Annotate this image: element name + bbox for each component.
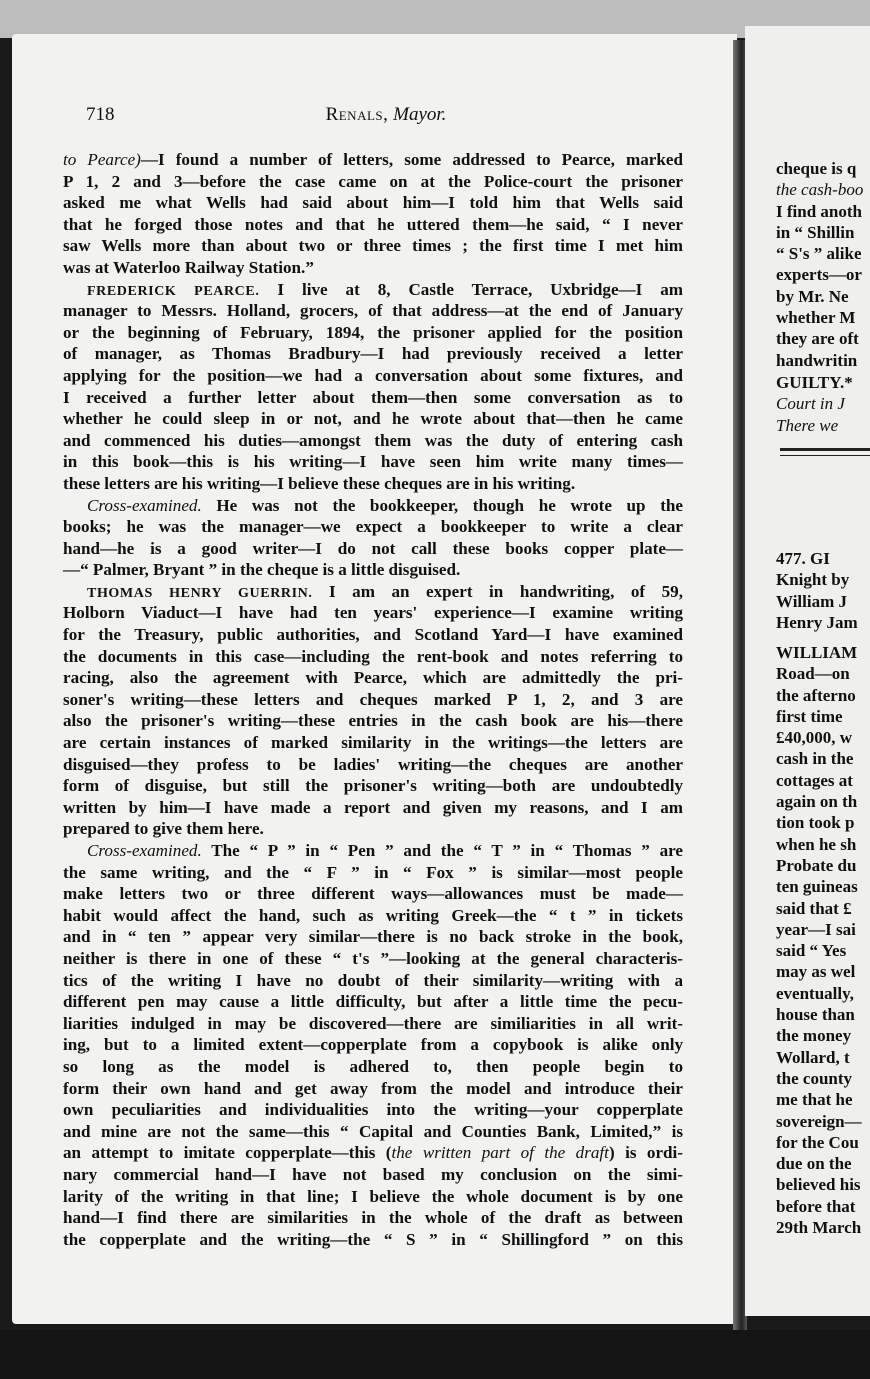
right-text-line: Probate du	[776, 855, 857, 875]
right-text-line: they are oft	[776, 329, 859, 349]
text-line: soner's writing—these letters and cheques marked P 1, 2, and 3 are	[63, 689, 683, 709]
text-line: prepared to give them here.	[63, 819, 264, 839]
text-line: and mine are not the same—this “ Capital and Counties Bank, Limited,” is	[63, 1121, 683, 1141]
right-text-line: again on th	[776, 792, 858, 812]
right-column-block-2	[776, 548, 870, 633]
text-line: make letters two or three different ways—allowances must be made—	[63, 884, 683, 904]
right-text-line: £40,000, w	[776, 728, 853, 748]
right-text-line: year—I sai	[776, 919, 856, 939]
text-line: hand—he is a good writer—I do not call these books copper plate—	[63, 538, 683, 558]
left-page-body-text	[63, 149, 683, 1250]
right-text-line: cottages at	[776, 770, 853, 790]
there-line: There we	[776, 415, 839, 435]
text-line: disguised—they profess to be ladies' writing—the cheques are another	[63, 754, 683, 774]
text-line: FREDERICK PEARCE. I live at 8, Castle Terrace, Uxbridge—I am	[87, 279, 684, 299]
right-text-line: the cash-boo	[776, 180, 864, 200]
right-text-line: WILLIAM	[776, 643, 858, 662]
right-text-line: ten guineas	[776, 877, 858, 897]
right-text-line: the county	[776, 1068, 853, 1088]
running-head-title: Mayor.	[393, 104, 447, 125]
page-number: 718	[86, 104, 115, 125]
text-line: I received a further letter about them—then some conversation as to	[63, 387, 683, 407]
text-line: —“ Palmer, Bryant ” in the cheque is a little disguised.	[63, 560, 461, 580]
text-line: whether he could sleep in or not, and he wrote about that—then he came	[63, 409, 683, 429]
text-line: the copperplate and the writing—the “ S ” in “ Shillingford ” on this	[63, 1229, 683, 1249]
text-line: Cross-examined. He was not the bookkeeper, though he wrote up the	[87, 495, 683, 515]
right-text-line: “ S's ” alike	[776, 244, 862, 264]
text-line: applying for the position—we had a conversation about some fixtures, and	[63, 365, 683, 385]
right-text-line: believed his	[776, 1175, 861, 1195]
text-line: neither is there in one of these “ t's ”—looking at the general characteris-	[63, 948, 683, 968]
right-text-line: handwritin	[776, 350, 858, 370]
text-line: manager to Messrs. Holland, grocers, of that address—at the end of January	[63, 301, 683, 321]
text-line: form their own hand and get away from the model and introduce their	[63, 1078, 683, 1098]
right-text-line: Wollard, t	[776, 1047, 850, 1067]
text-line: larity of the writing in that line; I believe the whole document is by one	[63, 1186, 683, 1206]
right-text-line: by Mr. Ne	[776, 286, 849, 306]
text-line: of manager, as Thomas Bradbury—I had previously received a letter	[63, 344, 683, 364]
text-line: saw Wells more than about two or three times ; the first time I met him	[63, 236, 683, 256]
right-text-line: experts—or	[776, 265, 862, 285]
right-text-line: Knight by	[776, 570, 850, 590]
right-text-line: Road—on	[776, 664, 850, 684]
text-line: also the prisoner's writing—these entries in the cash book are his—there	[63, 711, 683, 731]
right-text-line: sovereign—	[776, 1111, 862, 1131]
text-line: ing, but to a limited extent—copperplate from a copybook is alike only	[63, 1035, 683, 1055]
text-line: for the Treasury, public authorities, and Scotland Yard—I have examined	[63, 625, 683, 645]
right-text-line: said that £	[776, 898, 852, 918]
running-head-name: Renals,	[325, 104, 389, 125]
right-column-block-3	[776, 642, 870, 1238]
right-text-line: said “ Yes	[776, 941, 847, 961]
text-line: that he forged those notes and that he uttered them—he said, “ I never	[63, 214, 683, 234]
text-line: and commenced his duties—amongst them was the duty of entering cash	[63, 430, 683, 450]
right-text-line: before that	[776, 1196, 856, 1216]
text-line: the documents in this case—including the rent-book and notes referring to	[63, 646, 683, 666]
right-text-line: the afterno	[776, 685, 856, 705]
text-line: racing, also the agreement with Pearce, which are admittedly the pri-	[63, 668, 683, 688]
text-line: was at Waterloo Railway Station.”	[63, 257, 314, 277]
text-line: an attempt to imitate copperplate—this (the written part of the draft) is ordi-	[63, 1143, 683, 1163]
text-line: Holborn Viaduct—I have had ten years' experience—I examine writing	[63, 603, 683, 623]
right-text-line: due on the	[776, 1154, 852, 1174]
text-line: nary commercial hand—I have not based my conclusion on the simi-	[63, 1164, 683, 1184]
right-text-line: cheque is q	[776, 159, 857, 178]
text-line: hand—I find there are similarities in the whole of the draft as between	[63, 1208, 683, 1228]
text-line: these letters are his writing—I believe these cheques are in his writing.	[63, 473, 576, 493]
right-text-line: may as wel	[776, 962, 856, 982]
text-line: and in “ ten ” appear very similar—there is no back stroke in the book,	[63, 927, 683, 947]
text-line: are certain instances of marked similarity in the writings—the letters are	[63, 733, 683, 753]
text-line: P 1, 2 and 3—before the case came on at the Police-court the prisoner	[63, 171, 683, 191]
text-line: tics of the writing I have no doubt of their similarity—writing with a	[63, 970, 683, 990]
text-line: habit would affect the hand, such as writing Greek—the “ t ” in tickets	[63, 905, 683, 925]
text-line: liarities indulged in may be discovered—there are similiarities in all writ-	[63, 1013, 683, 1033]
text-line: in this book—this is his writing—I have seen him write many times—	[63, 452, 683, 472]
right-column-block-1	[776, 158, 870, 371]
right-text-line: in “ Shillin	[776, 222, 855, 242]
running-head	[86, 104, 686, 126]
right-text-line: 29th March	[776, 1218, 862, 1238]
right-text-line: I find anoth	[776, 201, 862, 221]
page-header	[86, 104, 686, 130]
right-column-verdict	[776, 372, 870, 436]
right-text-line: 477. GI	[776, 549, 830, 568]
right-text-line: when he sh	[776, 834, 857, 854]
scan-top-border	[0, 0, 870, 38]
right-text-line: William J	[776, 591, 847, 611]
text-line: own peculiarities and individualities into the writing—your copperplate	[63, 1100, 683, 1120]
text-line: THOMAS HENRY GUERRIN. I am an expert in handwriting, of 59,	[87, 581, 683, 601]
right-text-line: first time	[776, 706, 843, 726]
text-line: form of disguise, but still the prisoner's writing—both are undoubtedly	[63, 776, 683, 796]
right-text-line: whether M	[776, 308, 856, 328]
right-text-line: me that he	[776, 1090, 853, 1110]
text-line: to Pearce)—I found a number of letters, some addressed to Pearce, marked	[63, 150, 683, 169]
right-text-line: eventually,	[776, 983, 854, 1003]
right-text-line: tion took p	[776, 813, 855, 833]
text-line: different pen may cause a little difficulty, but after a little time the pecu-	[63, 992, 683, 1012]
section-rule-thin	[780, 455, 870, 456]
right-text-line: cash in the	[776, 749, 854, 769]
right-text-line: Henry Jam	[776, 612, 858, 632]
text-line: so long as the model is adhered to, then people begin to	[63, 1056, 683, 1076]
text-line: or the beginning of February, 1894, the prisoner applied for the position	[63, 322, 683, 342]
verdict-line: GUILTY.*	[776, 373, 853, 392]
text-line: books; he was the manager—we expect a bookkeeper to write a clear	[63, 517, 683, 537]
text-line: the same writing, and the “ F ” in “ Fox ” is similar—most people	[63, 862, 683, 882]
scan-bottom-border	[0, 1330, 870, 1379]
right-text-line: for the Cou	[776, 1132, 859, 1152]
text-line: asked me what Wells had said about him—I told him that Wells said	[63, 193, 683, 213]
section-rule	[780, 448, 870, 451]
text-line: Cross-examined. The “ P ” in “ Pen ” and the “ T ” in “ Thomas ” are	[87, 841, 683, 860]
right-text-line: the money	[776, 1026, 852, 1046]
right-text-line: house than	[776, 1005, 855, 1025]
court-line: Court in J	[776, 394, 845, 414]
text-line: written by him—I have made a report and given my reasons, and I am	[63, 797, 683, 817]
